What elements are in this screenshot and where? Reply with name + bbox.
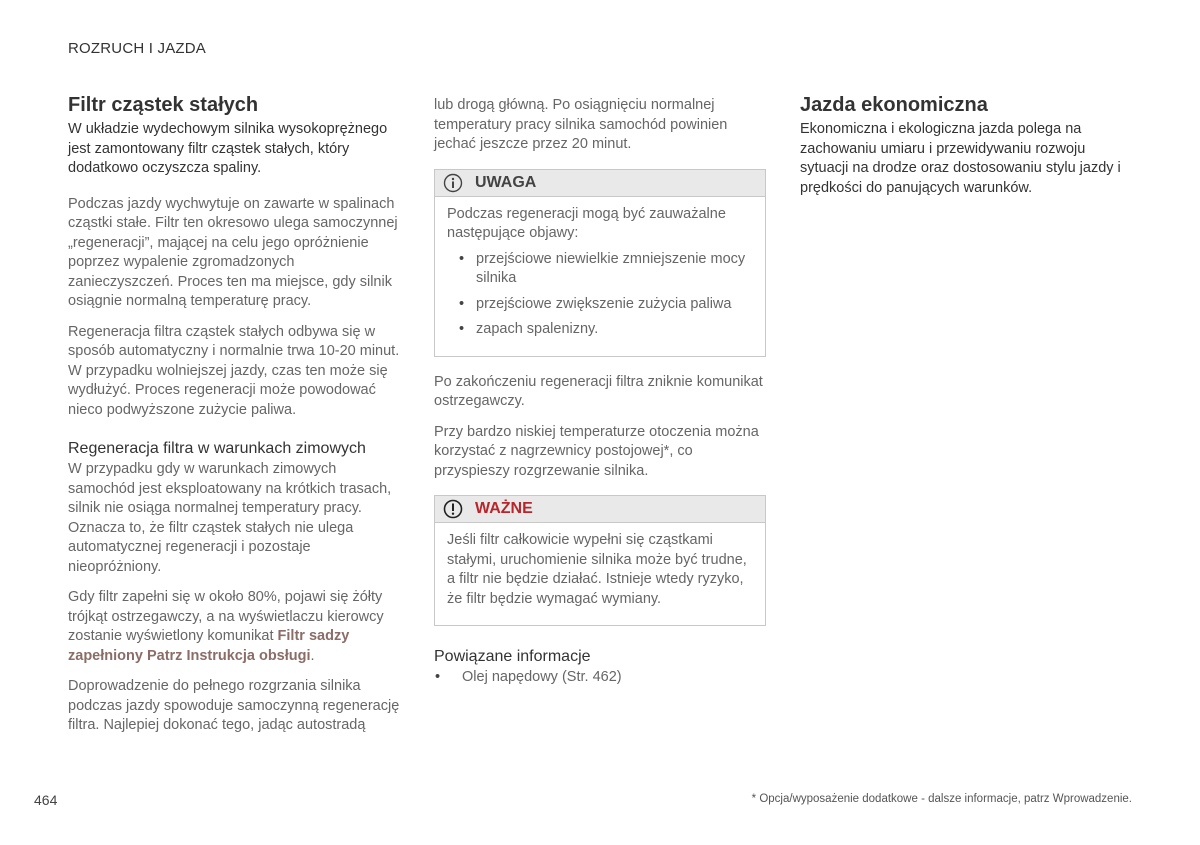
note-title: UWAGA	[475, 173, 537, 191]
list-item	[447, 320, 755, 340]
paragraph-display-message	[68, 588, 404, 666]
column-right	[800, 94, 1136, 214]
bullet: •	[459, 321, 465, 337]
footnote: * Opcja/wyposażenie dodatkowe - dalsze informacje, patrz Wprowadzenie.	[751, 793, 1132, 805]
note-body	[435, 197, 765, 356]
running-header: ROZRUCH I JAZDA	[68, 40, 206, 57]
section-title-particle-filter: Filtr cząstek stałych	[68, 94, 259, 116]
note-text: Podczas regeneracji mogą być zauważalne następujące objawy:	[447, 205, 726, 241]
important-box	[434, 495, 766, 626]
subsection-title-winter: Regeneracja filtra w warunkach zimowych	[68, 440, 366, 457]
bullet: •	[435, 669, 441, 685]
list-item-text: zapach spalenizny.	[476, 321, 599, 337]
important-body	[435, 523, 765, 625]
intro-paragraph: Ekonomiczna i ekologiczna jazda polega na zachowaniu umiaru i przewidywaniu rozwoju sytuacji na drodze oraz dostosowaniu stylu jazdy i prędkości do panujących warunków.	[800, 121, 1121, 196]
bullet: •	[459, 295, 465, 312]
bullet: •	[459, 250, 465, 267]
important-text: Jeśli filtr całkowicie wypełni się cząstkami stałymi, uruchomienie silnika może być trudne, a filtr nie będzie działać. Istnieje wtedy ryzyko, że filtr będzie wymagać wymiany.	[447, 532, 747, 607]
display-message-text: Filtr sadzy zapełniony Patrz Instrukcja obsługi	[68, 628, 350, 664]
note-box	[434, 169, 766, 357]
related-link-text: Olej napędowy (Str. 462)	[462, 669, 622, 685]
text-span: Gdy filtr zapełni się w około 80%, pojawi się żółty trójkąt ostrzegawczy, a na wyświetlaczu kierowcy zostanie wyświetlony komunikat	[68, 589, 384, 644]
paragraph: Regeneracja filtra cząstek stałych odbywa się w sposób automatyczny i normalnie trwa 10-20 minut. W przypadku wolniejszej jazdy, czas ten może się wydłużyć. Proces regeneracji może powodować nieco podwyższone zużycie paliwa.	[68, 323, 400, 418]
column-left	[68, 94, 404, 747]
important-box-header	[435, 496, 765, 523]
section-title-eco-driving: Jazda ekonomiczna	[800, 94, 988, 116]
important-title: WAŻNE	[475, 500, 533, 517]
column-middle	[434, 96, 766, 688]
paragraph: W przypadku gdy w warunkach zimowych samochód jest eksploatowany na krótkich trasach, silnik nie osiąga normalnej temperatury pracy. Oznacza to, że filtr cząstek stałych nie ulega automatycznej regeneracji i pozostaje nieopróżniony.	[68, 461, 392, 575]
paragraph: Przy bardzo niskiej temperaturze otoczenia można korzystać z nagrzewnicy postojowej*, co przyspieszy rozgrzewanie silnika.	[434, 423, 759, 479]
info-circle-icon	[443, 173, 463, 193]
symptom-list	[447, 250, 755, 340]
paragraph: Doprowadzenie do pełnego rozgrzania silnika podczas jazdy spowoduje samoczynną regenerację filtra. Najlepiej dokonać tego, jadąc autostradą	[68, 678, 400, 733]
exclamation-circle-icon	[443, 499, 463, 519]
list-item-text: przejściowe niewielkie zmniejszenie mocy silnika	[476, 250, 746, 286]
list-item-text: przejściowe zwiększenie zużycia paliwa	[476, 295, 732, 312]
paragraph: Podczas jazdy wychwytuje on zawarte w spalinach cząstki stałe. Filtr ten okresowo ulega samoczynnej „regeneracji”, mającej na celu jego opróżnienie poprzez wypalenie zgromadzonych zanieczyszczeń. Proces ten ma miejsce, gdy silnik osiągnie normalną temperaturę pracy.	[68, 195, 398, 309]
note-box-header	[435, 170, 765, 197]
related-link[interactable]	[434, 668, 766, 688]
paragraph: lub drogą główną. Po osiągnięciu normalnej temperatury pracy silnika samochód powinien jechać jeszcze przez 20 minut.	[434, 97, 728, 152]
text-span: .	[310, 647, 315, 664]
list-item	[447, 295, 755, 315]
intro-paragraph: W układzie wydechowym silnika wysokoprężnego jest zamontowany filtr cząstek stałych, który dodatkowo oczyszcza spaliny.	[68, 121, 388, 176]
page-number: 464	[34, 792, 58, 808]
related-info-title: Powiązane informacje	[434, 648, 591, 665]
paragraph: Po zakończeniu regeneracji filtra zniknie komunikat ostrzegawczy.	[434, 373, 763, 409]
list-item	[447, 250, 755, 289]
